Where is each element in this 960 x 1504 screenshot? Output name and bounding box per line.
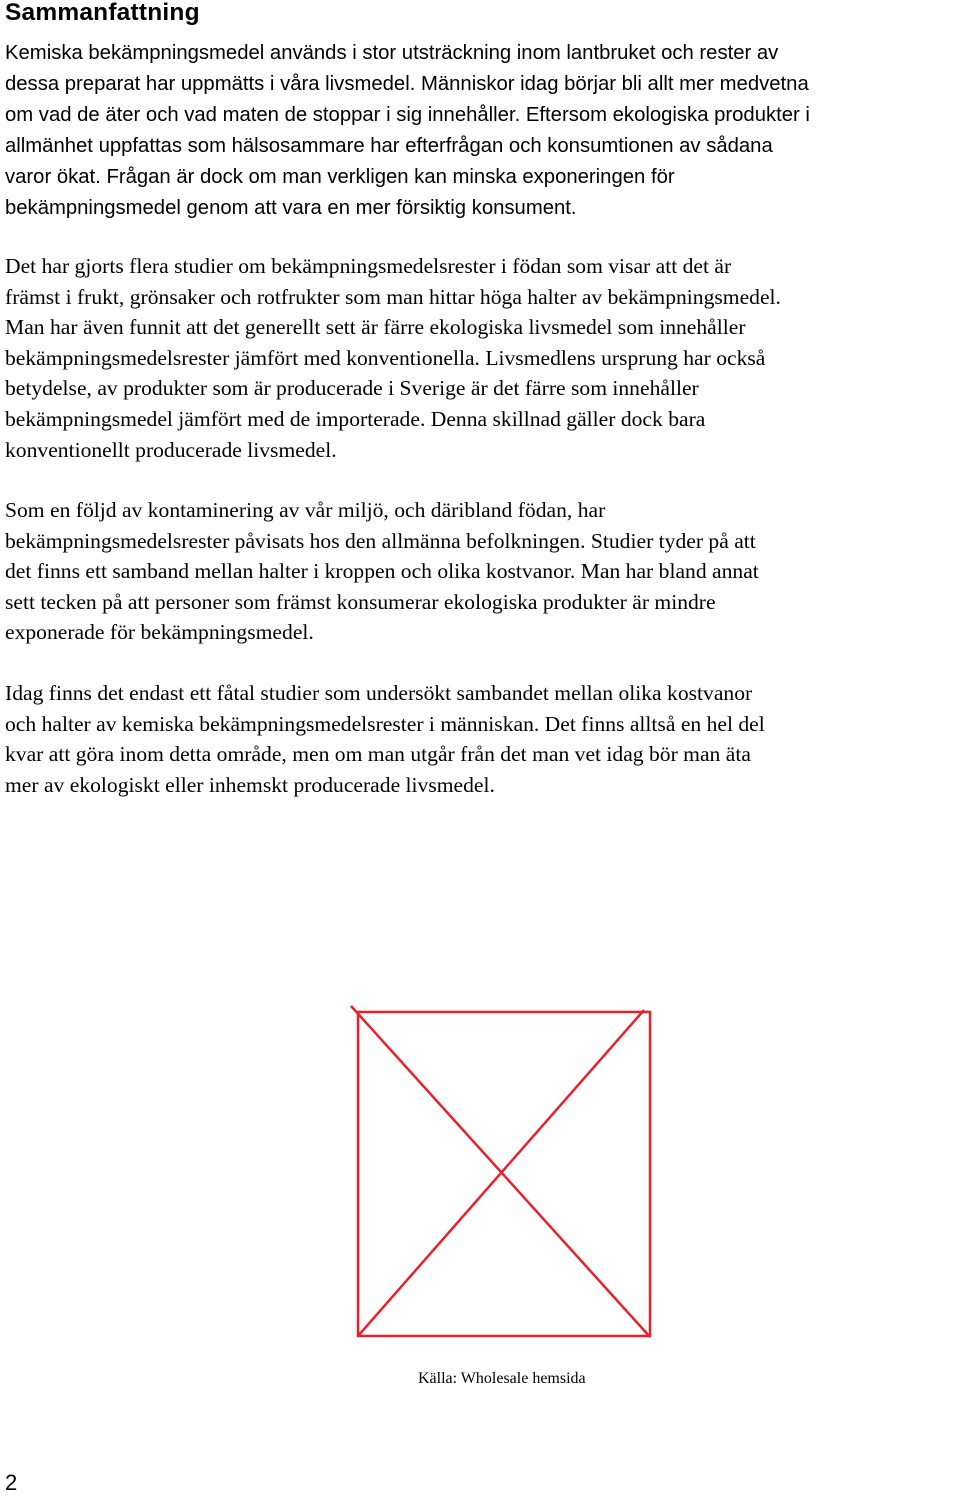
text-line: Det har gjorts flera studier om bekämpningsmedelsrester i födan som visar att det är [5,254,732,278]
missing-image-placeholder [348,1004,652,1338]
image-caption: Källa: Wholesale hemsida [418,1370,586,1387]
text-line: Man har även funnit att det generellt sett är färre ekologiska livsmedel som innehåller [5,315,746,340]
text-line: kvar att göra inom detta område, men om man utgår från det man vet idag bör man äta [5,742,751,767]
text-line: dessa preparat har uppmätts i våra livsmedel. Människor idag börjar bli allt mer medvetna [5,73,809,95]
text-line: bekämpningsmedel genom att vara en mer försiktig konsument. [5,197,577,219]
text-line: Idag finns det endast ett fåtal studier som undersökt sambandet mellan olika kostvanor [5,681,753,705]
text-line: betydelse, av produkter som är producerade i Sverige är det färre som innehåller [5,376,699,401]
placeholder-cross-line [358,1010,644,1336]
text-line: främst i frukt, grönsaker och rotfrukter som man hittar höga halter av bekämpningsmedel. [5,284,781,309]
text-line: och halter av kemiska bekämpningsmedelsrester i människan. Det finns alltså en hel del [5,711,765,736]
text-line: allmänhet uppfattas som hälsosammare har efterfrågan och konsumtionen av sådana [5,135,773,157]
text-line: det finns ett samband mellan halter i kroppen och olika kostvanor. Man har bland annat [5,559,759,584]
text-line: konventionellt producerade livsmedel. [5,437,337,462]
text-line: bekämpningsmedelsrester jämfört med konventionella. Livsmedlens ursprung har också [5,345,766,370]
summary-paragraph-1 [5,38,955,224]
text-line: exponerade för bekämpningsmedel. [5,620,314,645]
summary-paragraph-2 [5,251,955,465]
text-line: bekämpningsmedel jämfört med de importerade. Denna skillnad gäller dock bara [5,406,706,431]
text-line: Kemiska bekämpningsmedel används i stor utsträckning inom lantbruket och rester av [5,42,779,64]
text-line: sett tecken på att personer som främst konsumerar ekologiska produkter är mindre [5,589,716,614]
page-title: Sammanfattning [5,0,200,26]
page-number: 2 [5,1470,18,1495]
text-line: varor ökat. Frågan är dock om man verkligen kan minska exponeringen för [5,166,675,188]
text-line: Som en följd av kontaminering av vår miljö, och däribland födan, har [5,498,606,522]
summary-paragraph-4 [5,678,955,800]
text-line: bekämpningsmedelsrester påvisats hos den allmänna befolkningen. Studier tyder på att [5,528,756,553]
summary-paragraph-3 [5,495,955,648]
text-line: om vad de äter och vad maten de stoppar i sig innehåller. Eftersom ekologiska produkter i [5,104,810,126]
text-line: mer av ekologiskt eller inhemskt producerade livsmedel. [5,772,495,797]
